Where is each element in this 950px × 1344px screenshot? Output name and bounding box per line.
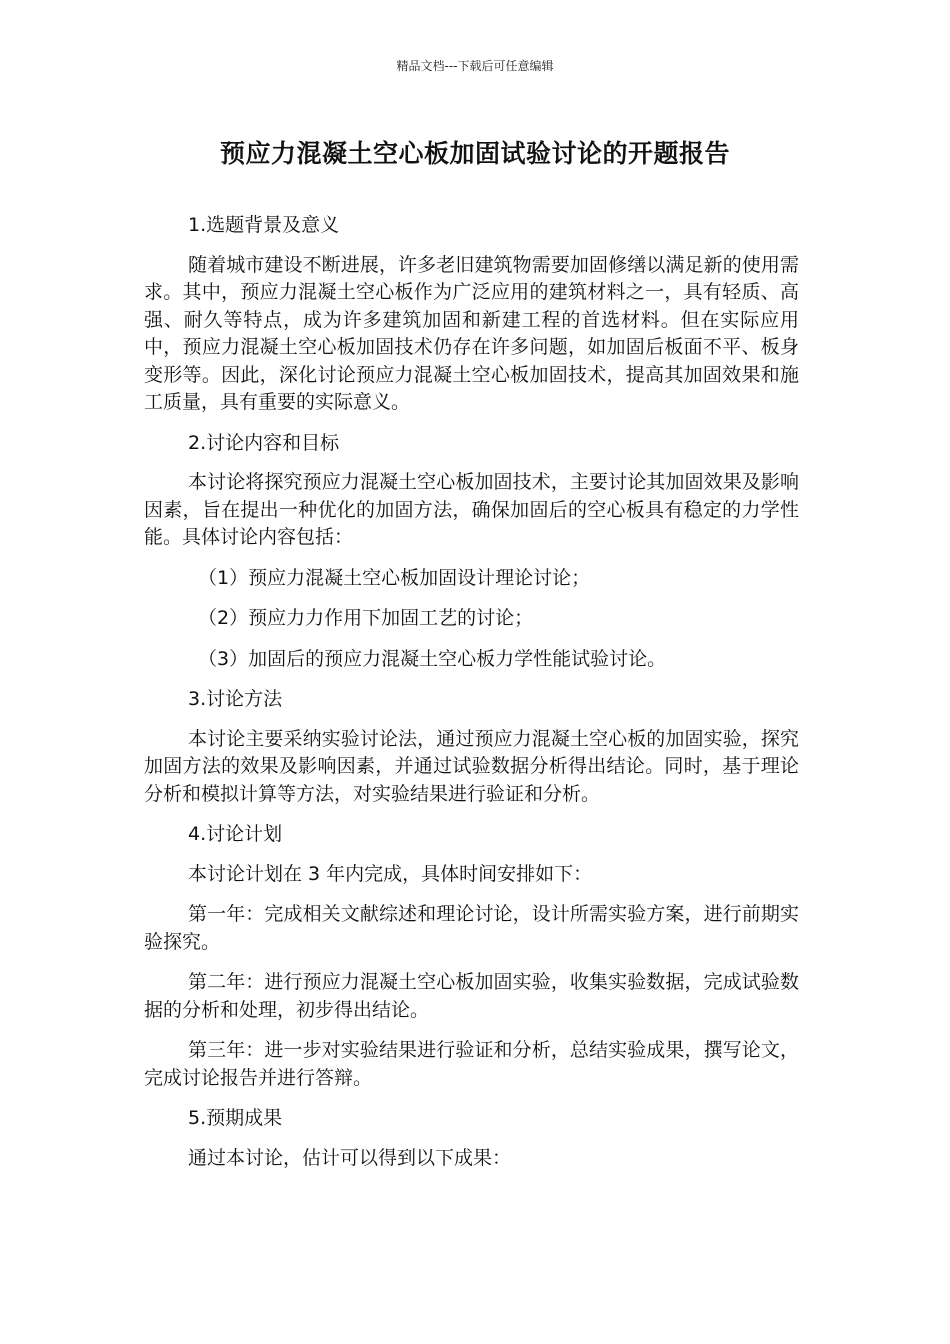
- list-item: （1）预应力混凝土空心板加固设计理论讨论；: [198, 566, 591, 589]
- section-2-paragraph: 本讨论将探究预应力混凝土空心板加固技术，主要讨论其加固效果及影响因素，旨在提出一种优化的加固方法，确保加固后的空心板具有稳定的力学性能。具体讨论内容包括：: [144, 471, 799, 548]
- document-body: [144, 212, 799, 1185]
- plan-year-1: 第一年：完成相关文献综述和理论讨论，设计所需实验方案，进行前期实验探究。: [144, 903, 799, 953]
- section-heading-4: 4.讨论计划: [188, 823, 283, 845]
- section-4-intro: 本讨论计划在 3 年内完成，具体时间安排如下：: [188, 862, 593, 885]
- plan-year-2: 第二年：进行预应力混凝土空心板加固实验，收集实验数据，完成试验数据的分析和处理，初步得出结论。: [144, 971, 799, 1021]
- document-title: 预应力混凝土空心板加固试验讨论的开题报告: [219, 139, 730, 168]
- section-heading-5: 5.预期成果: [188, 1107, 283, 1129]
- section-3-paragraph: 本讨论主要采纳实验讨论法，通过预应力混凝土空心板的加固实验，探究加固方法的效果及影响因素，并通过试验数据分析得出结论。同时，基于理论分析和模拟计算等方法，对实验结果进行验证和分析。: [144, 727, 799, 805]
- plan-year-3: 第三年：进一步对实验结果进行验证和分析，总结实验成果，撰写论文，完成讨论报告并进行答辩。: [144, 1039, 799, 1089]
- section-heading-2: 2.讨论内容和目标: [188, 431, 340, 454]
- list-item: （2）预应力力作用下加固工艺的讨论；: [198, 607, 534, 629]
- header-note: 精品文档---下载后可任意编辑: [396, 59, 554, 73]
- section-heading-1: 1.选题背景及意义: [188, 214, 340, 236]
- section-heading-3: 3.讨论方法: [188, 688, 283, 710]
- section-1-paragraph: 随着城市建设不断进展，许多老旧建筑物需要加固修缮以满足新的使用需求。其中，预应力混凝土空心板作为广泛应用的建筑材料之一，具有轻质、高强、耐久等特点，成为许多建筑加固和新建工程的首选材料。但在实际应用中，预应力混凝土空心板加固技术仍存在许多问题，如加固后板面不平、板身变形等。因此，深化讨论预应力混凝土空心板加固技术，提高其加固效果和施工质量，具有重要的实际意义。: [144, 253, 799, 413]
- section-5-paragraph: 通过本讨论，估计可以得到以下成果：: [188, 1146, 512, 1169]
- list-item: （3）加固后的预应力混凝土空心板力学性能试验讨论。: [198, 647, 667, 670]
